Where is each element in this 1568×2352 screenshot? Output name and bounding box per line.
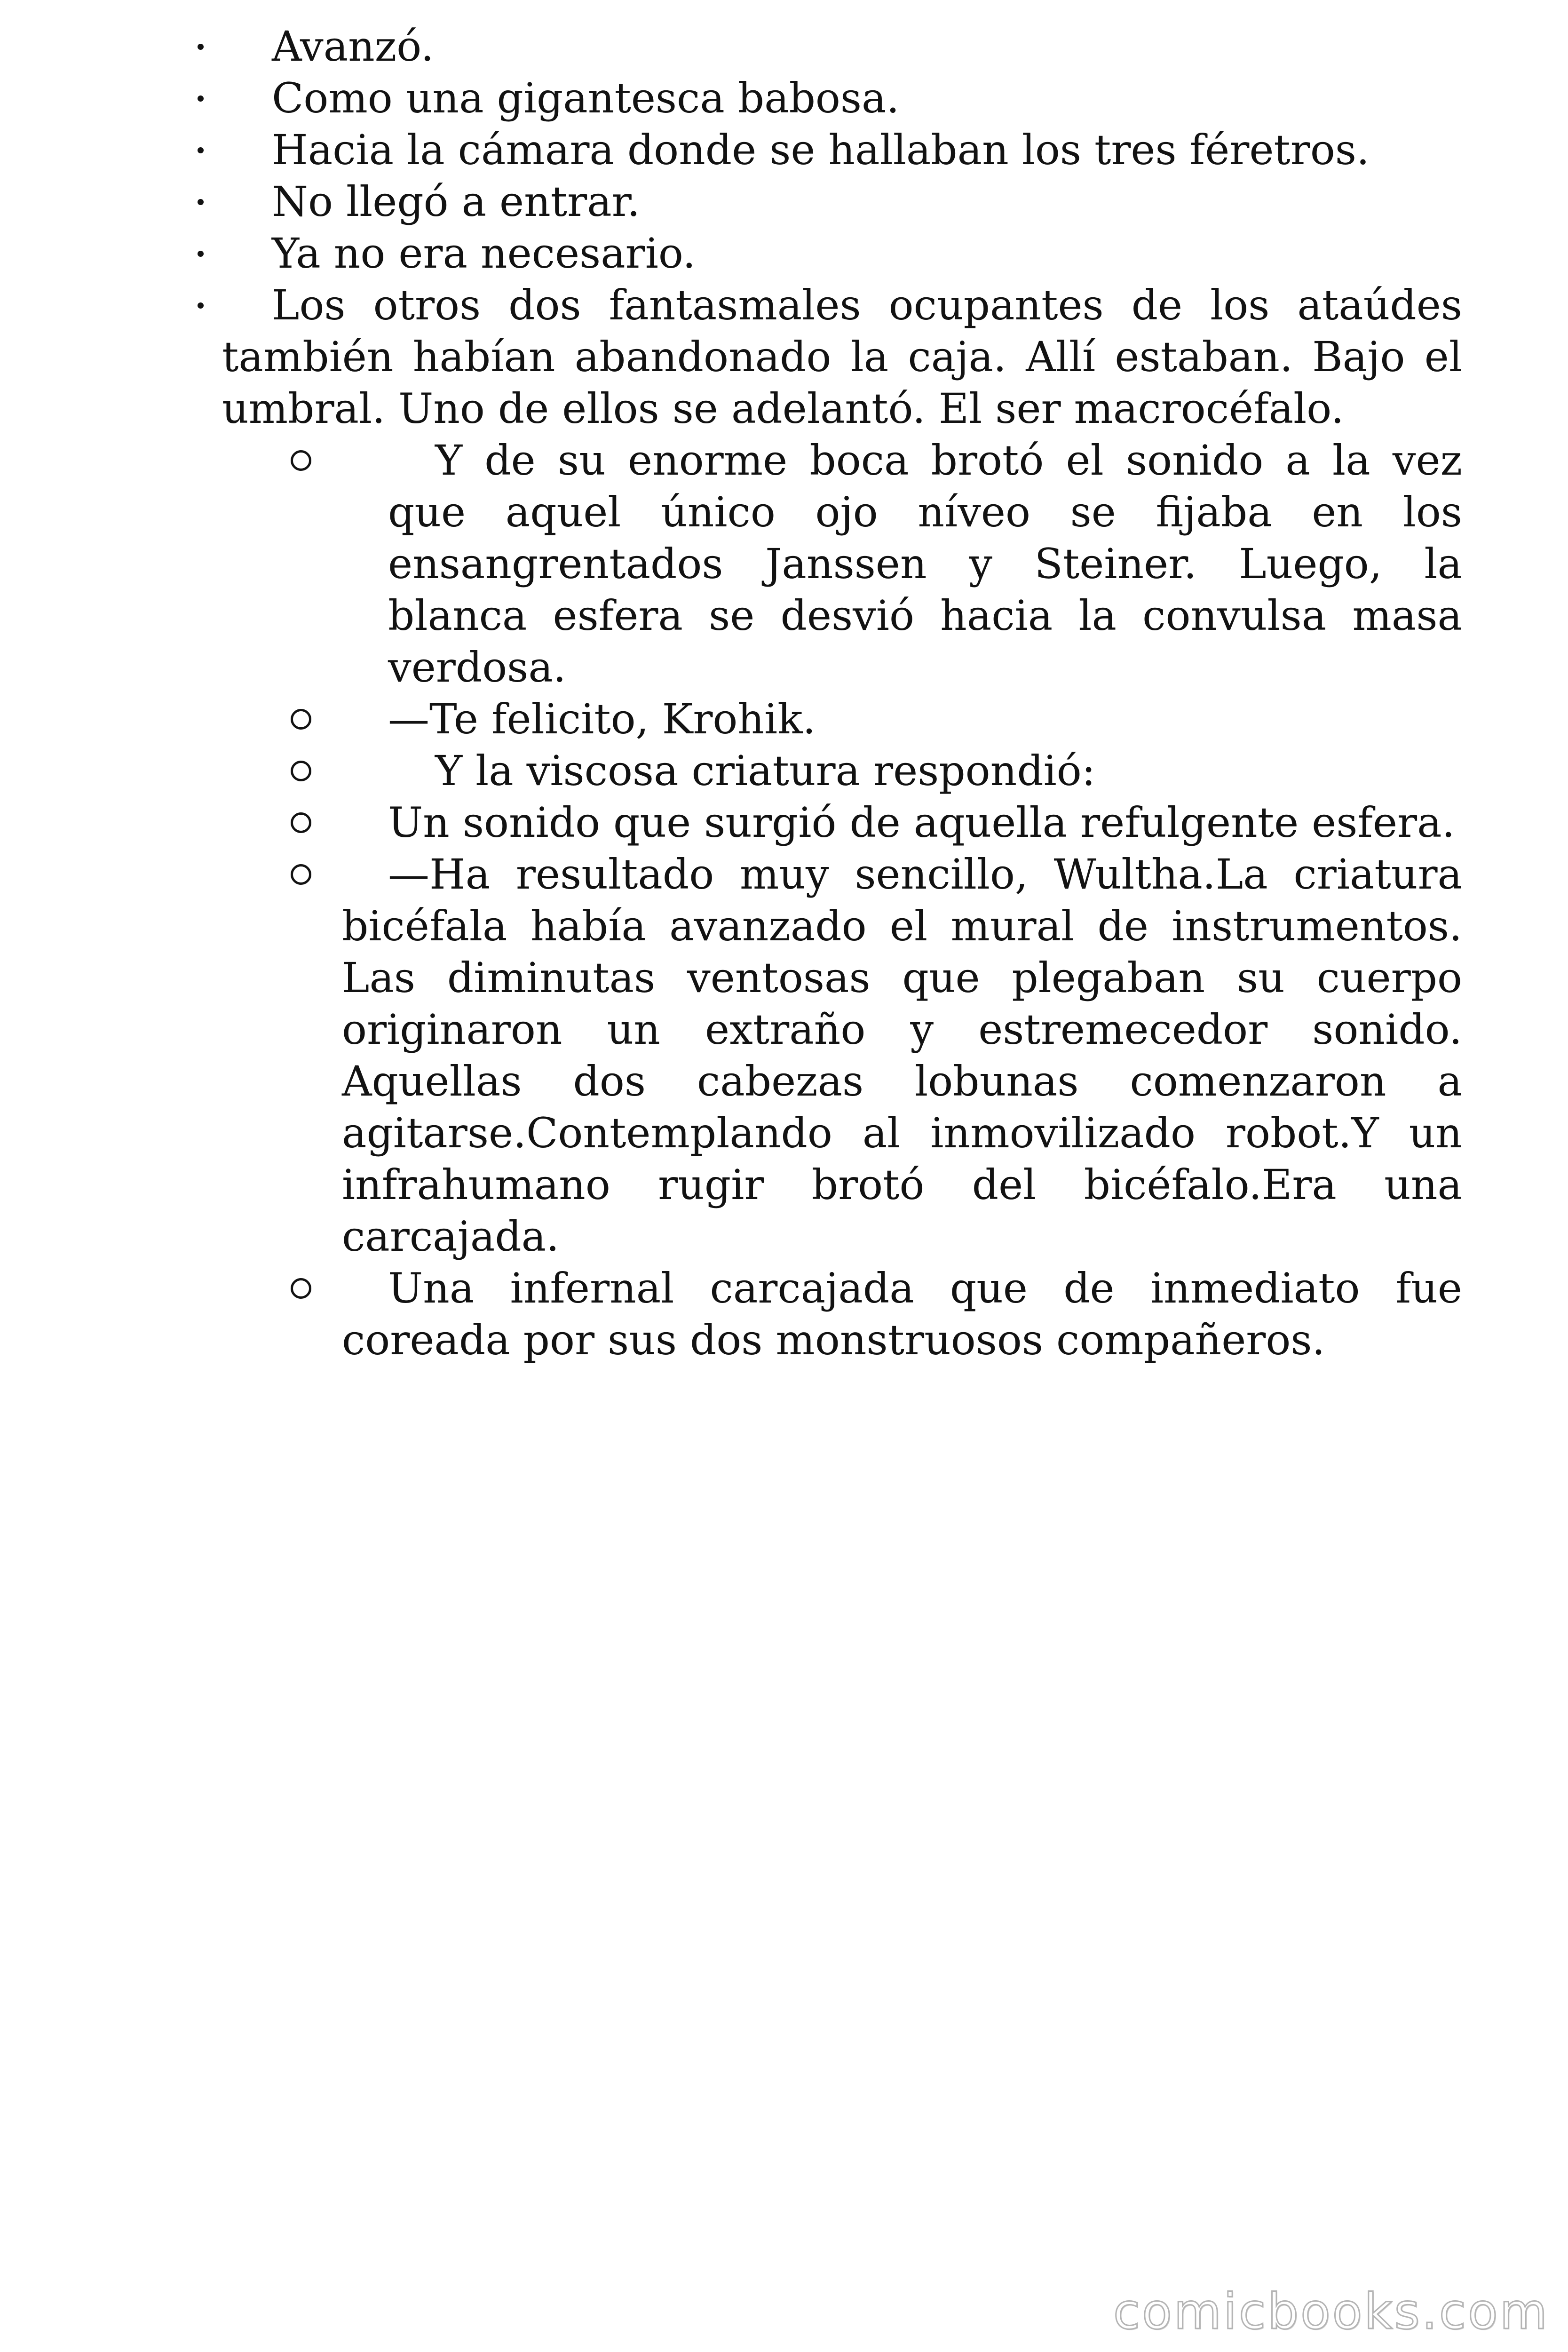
- bullet-circle-icon: [287, 797, 315, 849]
- sub-list-item: [342, 849, 1462, 1263]
- list-item: [222, 279, 1462, 435]
- list-item: [222, 176, 1462, 228]
- list-item-text: Hacia la cámara donde se hallaban los tres féretros.: [272, 126, 1370, 174]
- sub-list-item-text: Y la viscosa criatura respondió:: [435, 747, 1096, 795]
- sub-list-item: [388, 435, 1462, 693]
- list-item: [222, 228, 1462, 279]
- sub-list-item-text: —Te felicito, Krohik.: [388, 695, 816, 743]
- sub-list-item-text: Una infernal carcajada que de inmediato fue coreada por sus dos monstruosos compañeros.: [342, 1264, 1462, 1364]
- bullet-circle-icon: [287, 693, 315, 745]
- list-item-text: Ya no era necesario.: [272, 229, 696, 278]
- bullet-circle-icon: [287, 745, 315, 797]
- sub-list-item: [388, 797, 1462, 849]
- sub-list-item: [342, 1263, 1462, 1366]
- bullet-circle-icon: [287, 849, 315, 900]
- list-item-text: Los otros dos fantasmales ocupantes de los ataúdes también habían abandonado la caja. Allí estaban. Bajo el umbral. Uno de ellos se adelantó. El ser macrocéfalo.: [222, 281, 1462, 433]
- sub-list-item-text: Un sonido que surgió de aquella refulgente esfera.: [388, 798, 1455, 847]
- bullet-dot-icon: [191, 72, 210, 124]
- sub-list-item-text: Y de su enorme boca brotó el sonido a la vez que aquel único ojo níveo se fijaba en los ensangrentados Janssen y Steiner. Luego, la blanca esfera se desvió hacia la convulsa masa verdosa.: [388, 436, 1462, 691]
- watermark: comicbooks.com: [1113, 2283, 1549, 2340]
- top-spacer: [0, 0, 1568, 21]
- list-item-text: Como una gigantesca babosa.: [272, 74, 900, 122]
- bullet-dot-icon: [191, 124, 210, 176]
- list-item: [222, 21, 1462, 72]
- bullet-circle-icon: [287, 1263, 315, 1314]
- bullet-dot-icon: [191, 176, 210, 228]
- list-item-text: No llegó a entrar.: [272, 177, 641, 226]
- bullet-dot-icon: [191, 279, 210, 331]
- sub-list-item: [388, 693, 1462, 745]
- bullet-circle-icon: [287, 435, 315, 486]
- list-item-text: Avanzó.: [272, 22, 434, 71]
- bullet-dot-icon: [191, 228, 210, 279]
- sub-list-item-text: —Ha resultado muy sencillo, Wultha.La criatura bicéfala había avanzado el mural de instrumentos. Las diminutas ventosas que plegaban su cuerpo originaron un extraño y estremecedor sonido. Aquellas dos cabezas lobunas comenzaron a agitarse.Contemplando al inmovilizado robot.Y un infrahumano rugir brotó del bicéfalo.Era una carcajada.: [342, 850, 1462, 1261]
- bullet-dot-icon: [191, 21, 210, 72]
- list-item: [222, 72, 1462, 124]
- list-item: [222, 124, 1462, 176]
- sub-list-item: [388, 745, 1462, 797]
